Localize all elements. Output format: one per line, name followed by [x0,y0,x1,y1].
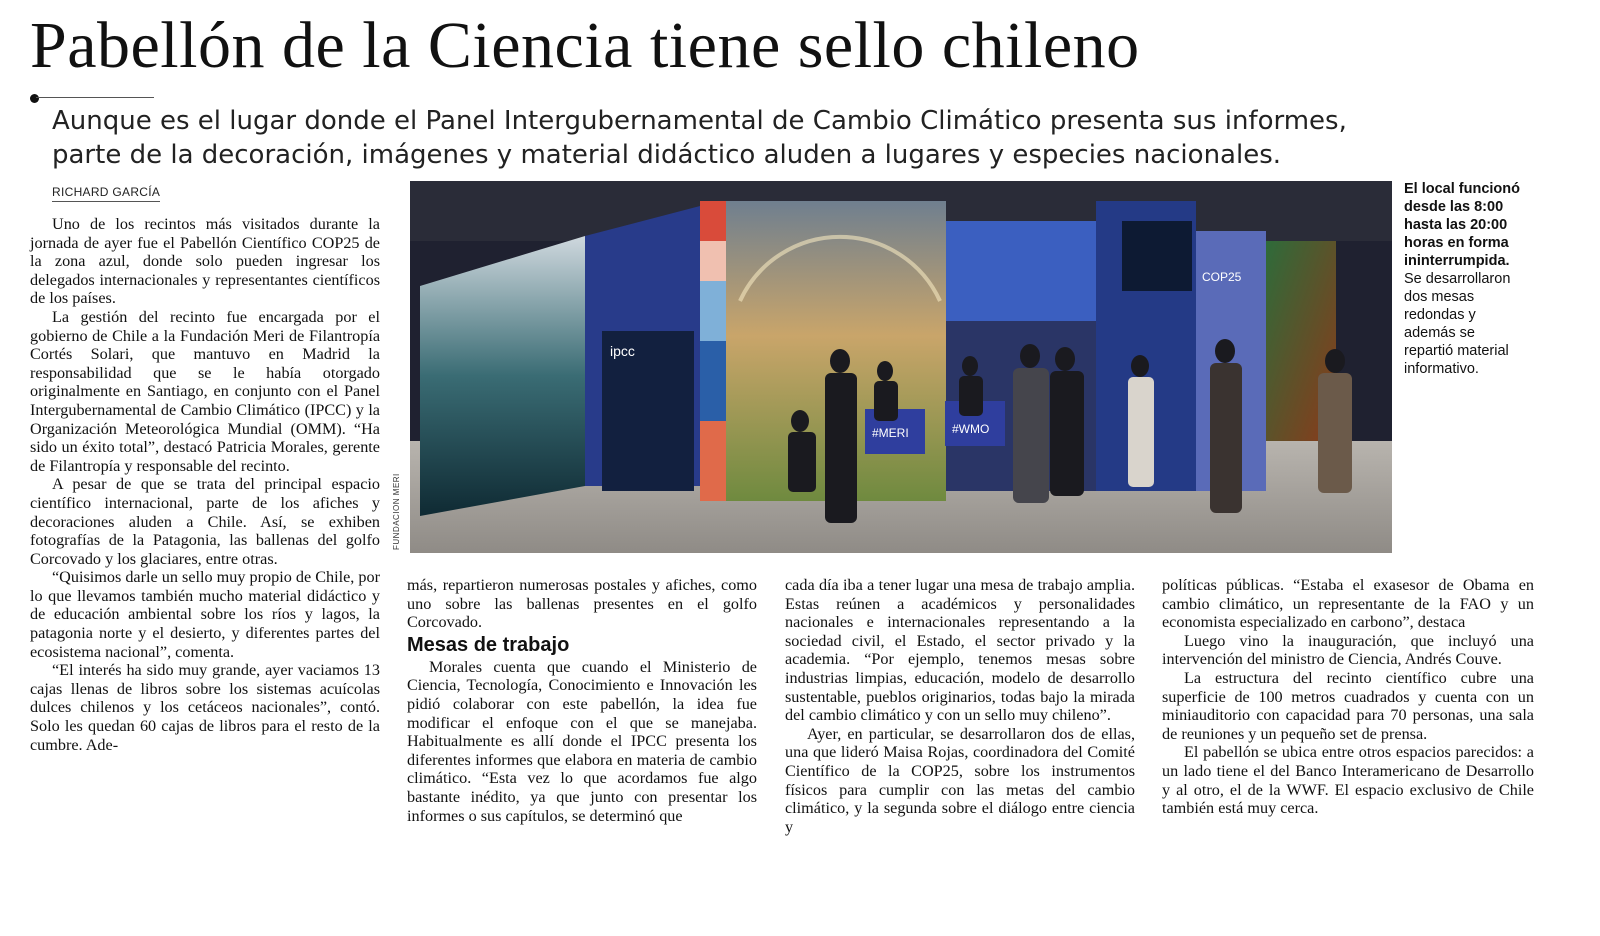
caption-bold: El local funcionó desde las 8:00 hasta las 20:00 horas en forma ininterrumpida. [1404,181,1521,269]
paragraph: Morales cuenta que cuando el Ministerio de Ciencia, Tecnología, Conocimiento e Innovación les pidió colaborar con este pabellón, la idea fue modificar el enfoque con el que se manejaba. Habitualmente es allí donde el IPCC presenta los diferentes informes que elabora en materia de cambio climático. “Esta vez lo que acordamos fue algo bastante inédito, ya que junto con presentar los informes o sus capítulos, se determinó que [407,657,757,825]
paragraph: La gestión del recinto fue encargada por el gobierno de Chile a la Fundación Meri de Filantropía Cortés Solari, que mantuvo en Madrid la responsabilidad que se le había otorgado originalmente en Santiago, en conjunto con el Panel Intergubernamental de Cambio Climático (IPCC) y la Organización Meteorológica Mundial (OMM). “Ha sido un éxito total”, destacó Patricia Morales, gerente de Filantropía y responsable del recinto. [30,307,380,475]
photo-caption [1404,180,1524,378]
caption-text: Se desarrollaron dos mesas redondas y además se repartió material informativo. [1404,271,1511,377]
deck-line: Aunque es el lugar donde el Panel Intergubernamental de Cambio Climático presenta sus informes, [52,106,1347,136]
ipcc-logo-text: ipcc [610,343,635,359]
subhead: Mesas de trabajo [407,633,570,656]
deck-line: parte de la decoración, imágenes y material didáctico aluden a lugares y especies nacionales. [52,140,1282,170]
paragraph: Ayer, en particular, se desarrollaron dos de ellas, una que lideró Maisa Rojas, coordinadora del Comité Científico de la COP25, sobre los instrumentos físicos para cumplir con las metas del cambio climático, y la segunda sobre el diálogo entre ciencia y [785,724,1135,836]
pavilion-photo [410,181,1392,553]
paragraph: Uno de los recintos más visitados durante la jornada de ayer fue el Pabellón Científico COP25 de la zona azul, donde solo pueden ingresar los delegados internacionales y representantes científicos de los países. [30,215,380,308]
wmo-sign-text: #WMO [952,422,990,436]
cop25-logo-text: COP25 [1202,270,1242,284]
photo-credit: FUNDACION MERI [392,473,401,550]
rule-line [36,97,154,98]
paragraph: El pabellón se ubica entre otros espacios parecidos: a un lado tiene el del Banco Interamericano de Desarrollo y al otro, el de la WWF. El espacio exclusivo de Chile también está muy cerca. [1162,743,1534,818]
column-2 [407,576,757,825]
meri-sign-text: #MERI [872,426,909,440]
byline: RICHARD GARCÍA [52,185,160,202]
paragraph: “El interés ha sido muy grande, ayer vaciamos 13 cajas llenas de libros sobre los sistemas acuícolas dulces chilenos y los cetáceos nacionales”, contó. Solo les quedan 60 cajas de libros para el resto de la cumbre. Ade- [30,661,380,754]
paragraph: más, repartieron numerosas postales y afiches, como uno sobre las ballenas presentes en el golfo Corcovado. [407,576,757,632]
column-4 [1162,576,1534,818]
column-3 [785,576,1135,836]
rule-dot [30,94,39,103]
paragraph: Luego vino la inauguración, que incluyó una intervención del ministro de Ciencia, Andrés Couve. [1162,631,1534,669]
column-1 [30,215,380,754]
deck [52,104,1572,172]
headline: Pabellón de la Ciencia tiene sello chileno [30,9,1140,82]
paragraph: “Quisimos darle un sello muy propio de Chile, por lo que llevamos también mucho material didáctico y de educación ambiental sobre los ríos y lagos, la patagonia norte y el desierto, y diferentes partes del ecosistema nacional”, comenta. [30,568,380,661]
paragraph: políticas públicas. “Estaba el exasesor de Obama en cambio climático, un representante de la FAO y un economista especializado en carbono”, destaca [1162,576,1534,632]
paragraph: La estructura del recinto científico cubre una superficie de 100 metros cuadrados y cuenta con un miniauditorio con capacidad para 70 personas, una sala de reuniones y un pequeño set de prensa. [1162,668,1534,743]
paragraph: cada día iba a tener lugar una mesa de trabajo amplia. Estas reúnen a académicos y personalidades nacionales e internacionales representando a la sociedad civil, el Estado, el sector privado y la academia. “Por ejemplo, tenemos mesas sobre industrias limpias, educación, modelo de desarrollo sustentable, pueblos originarios, todas bajo la mirada del cambio climático y con un sello muy chileno”. [785,576,1135,725]
paragraph: A pesar de que se trata del principal espacio científico internacional, parte de los afiches y decoraciones aluden a Chile. Así, se exhiben fotografías de la Patagonia, las ballenas del golfo Corcovado y los glaciares, entre otras. [30,475,380,568]
